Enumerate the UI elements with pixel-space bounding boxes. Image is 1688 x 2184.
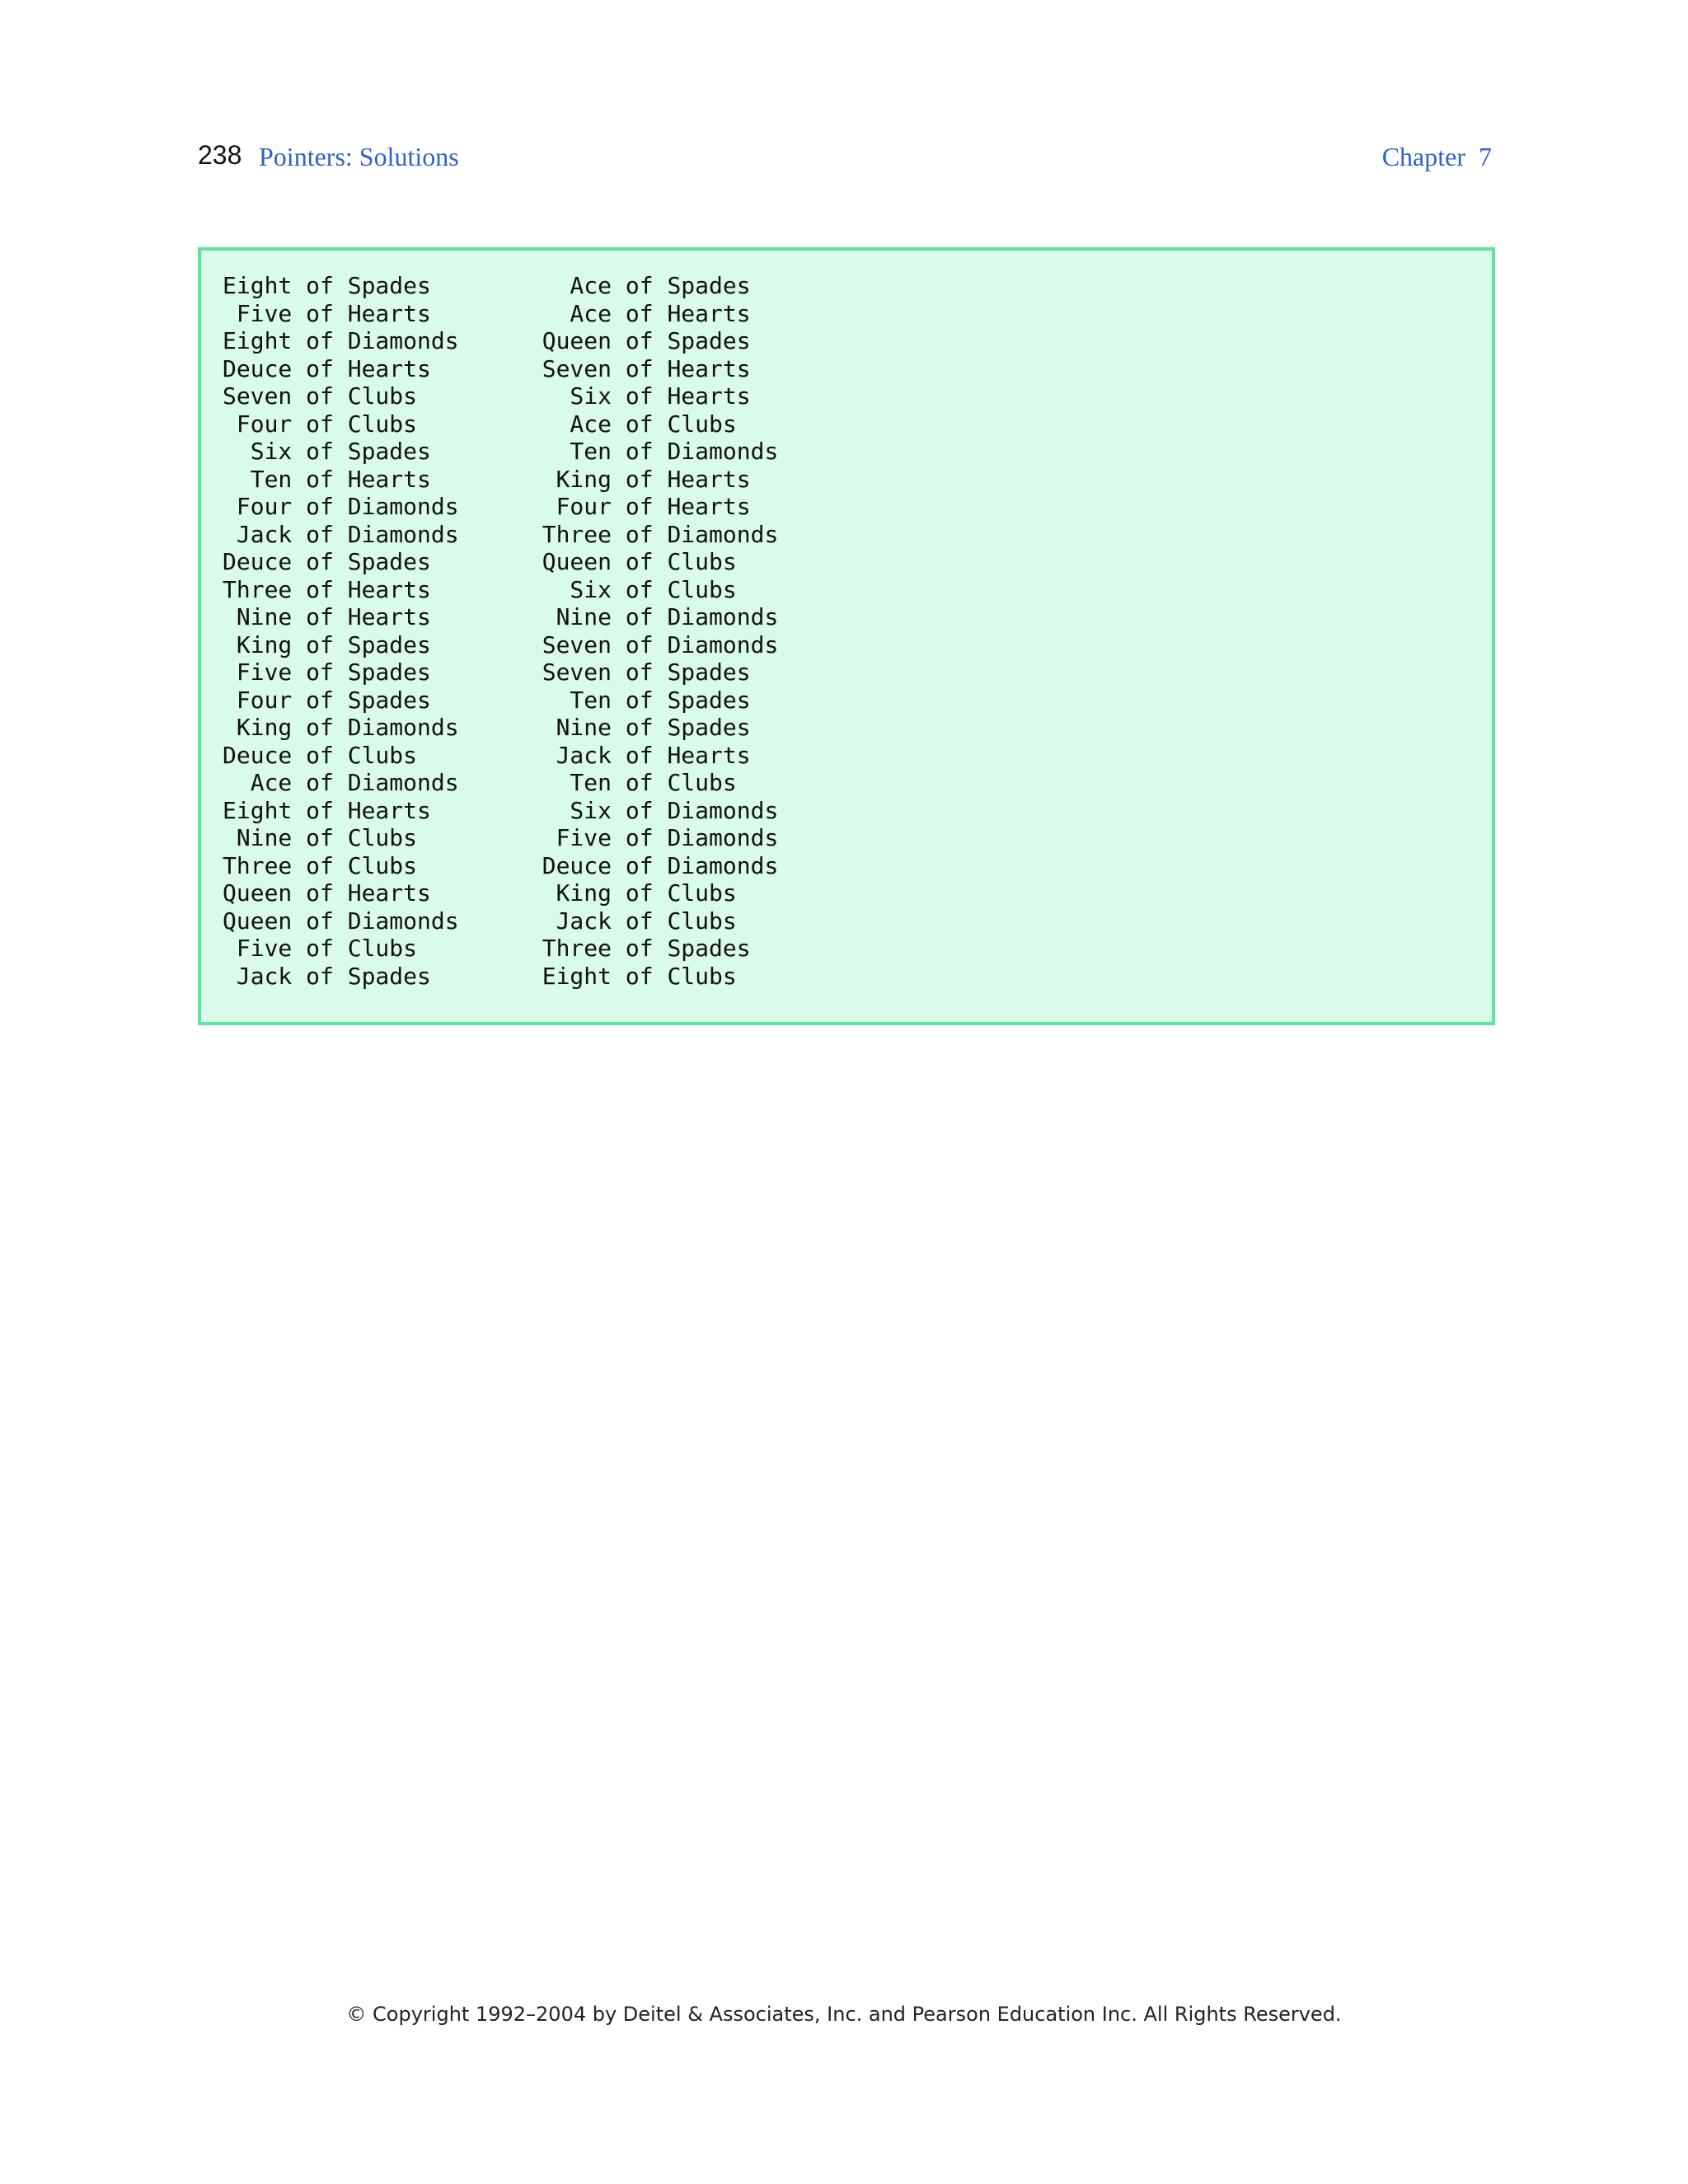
output-line: Deuce of Hearts Seven of Hearts bbox=[223, 354, 751, 382]
copyright-footer: © Copyright 1992–2004 by Deitel & Associates, Inc. and Pearson Education Inc. All Rights Reserved. bbox=[346, 2003, 1342, 2026]
program-output-box bbox=[198, 247, 1495, 1025]
output-line: King of Diamonds Nine of Spades bbox=[223, 714, 751, 741]
output-line: Five of Clubs Three of Spades bbox=[223, 935, 751, 962]
output-line: Jack of Diamonds Three of Diamonds bbox=[223, 520, 779, 548]
output-line: Four of Diamonds Four of Hearts bbox=[223, 493, 751, 520]
output-line: Eight of Spades Ace of Spades bbox=[223, 272, 751, 299]
output-line: Deuce of Spades Queen of Clubs bbox=[223, 548, 737, 575]
output-line: Three of Hearts Six of Clubs bbox=[223, 575, 737, 603]
output-line: Eight of Diamonds Queen of Spades bbox=[223, 327, 751, 354]
output-line: Nine of Clubs Five of Diamonds bbox=[223, 824, 779, 851]
chapter-label: Chapter 7 bbox=[1381, 142, 1492, 171]
program-output-lines bbox=[223, 272, 778, 990]
page-number: 238 bbox=[198, 140, 242, 170]
output-line: Deuce of Clubs Jack of Hearts bbox=[223, 741, 751, 769]
output-line: Ten of Hearts King of Hearts bbox=[223, 465, 751, 493]
output-line: Three of Clubs Deuce of Diamonds bbox=[223, 851, 779, 879]
output-line: Ace of Diamonds Ten of Clubs bbox=[223, 769, 737, 796]
output-line: Five of Hearts Ace of Hearts bbox=[223, 299, 751, 327]
output-line: Queen of Hearts King of Clubs bbox=[223, 879, 737, 907]
output-line: Six of Spades Ten of Diamonds bbox=[223, 438, 779, 465]
output-line: Queen of Diamonds Jack of Clubs bbox=[223, 907, 737, 935]
output-line: Nine of Hearts Nine of Diamonds bbox=[223, 603, 779, 630]
output-line: Eight of Hearts Six of Diamonds bbox=[223, 796, 779, 824]
output-line: Five of Spades Seven of Spades bbox=[223, 658, 751, 686]
output-line: Seven of Clubs Six of Hearts bbox=[223, 382, 751, 410]
running-header bbox=[198, 140, 1492, 181]
output-line: Jack of Spades Eight of Clubs bbox=[223, 962, 737, 990]
output-line: Four of Spades Ten of Spades bbox=[223, 686, 751, 714]
section-title: Pointers: Solutions bbox=[259, 142, 459, 171]
output-line: Four of Clubs Ace of Clubs bbox=[223, 410, 737, 438]
output-line: King of Spades Seven of Diamonds bbox=[223, 630, 779, 658]
